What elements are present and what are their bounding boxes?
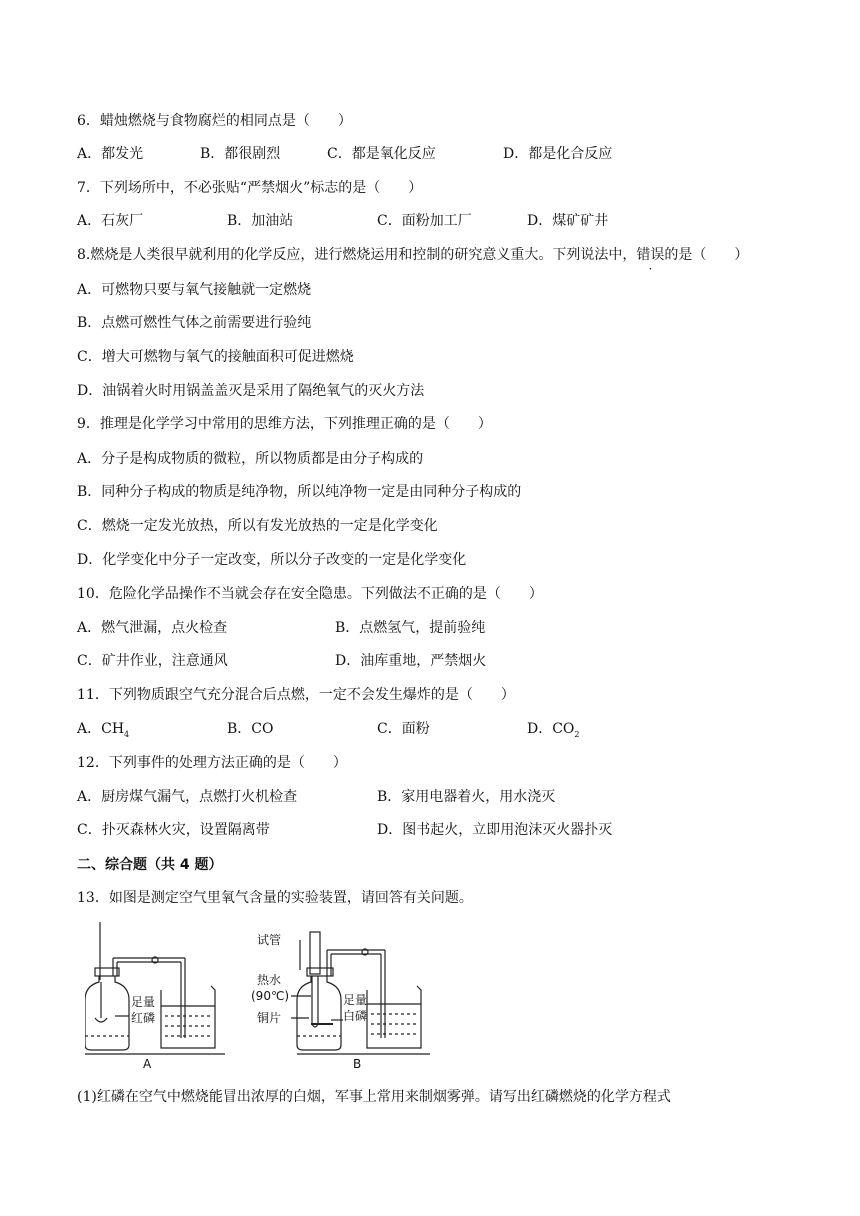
a-label-text1: 足量 [131,995,156,1009]
question-12-stem: 12．下列事件的处理方法正确的是（ ） [77,755,347,771]
q8-stem-emphasis [636,247,664,263]
q6-option-d: D．都是化合反应 [503,146,613,162]
b-temp-label: (90℃) [251,989,290,1003]
q11-d-text: D．CO [527,721,575,737]
q8-emph-text: 错误 [636,247,665,263]
b-beaker [367,986,421,1048]
a-stopper [95,968,119,976]
a-flask [85,976,129,1050]
question-7-stem: 7．下列场所中，不必张贴“严禁烟火”标志的是（ ） [77,180,423,196]
q8-option-b: B．点燃可燃性气体之前需要进行验纯 [77,315,312,331]
q9-option-d: D．化学变化中分子一定改变，所以分子改变的一定是化学变化 [77,552,467,568]
q7-option-d: D．煤矿矿井 [527,213,609,229]
b-label: B [353,1057,362,1070]
q11-d-sub: 2 [574,729,580,739]
q11-option-c [377,719,430,739]
q12-option-a: A．厨房煤气漏气，点燃打火机检查 [77,789,298,805]
q11-a-sub: 4 [124,729,130,739]
q10-option-a: A．燃气泄漏，点火检查 [77,620,228,636]
q12-option-b: B．家用电器着火，用水浇灭 [377,789,556,805]
apparatus-diagram [85,920,445,1070]
q9-option-b: B．同种分子构成的物质是纯净物，所以纯净物一定是由同种分子构成的 [77,484,522,500]
experiment-figure [85,920,445,1070]
q11-option-a [77,719,129,745]
q10-option-d: D．油库重地，严禁烟火 [335,653,487,669]
q10-option-c: C．矿井作业，注意通风 [77,653,228,669]
q12-option-d: D．图书起火，立即用泡沫灭火器扑灭 [377,822,613,838]
q9-option-c: C．燃烧一定发光放热，所以有发光放热的一定是化学变化 [77,518,438,534]
q11-option-b [227,719,273,739]
section-2-heading: 二、综合题（共 4 题） [77,857,223,873]
question-11-stem: 11．下列物质跟空气充分混合后点燃，一定不会发生爆炸的是（ ） [77,687,515,703]
q6-option-b: B．都很剧烈 [200,146,281,162]
question-9-stem: 9．推理是化学学习中常用的思维方法，下列推理正确的是（ ） [77,416,492,432]
q11-c-text: C．面粉 [377,721,430,737]
a-label: A [143,1057,152,1070]
q7-option-a: A．石灰厂 [77,213,144,229]
question-13-stem: 13．如图是测定空气里氧气含量的实验装置，请回答有关问题。 [77,890,473,906]
q8-stem-before: 8.燃烧是人类很早就利用的化学反应，进行燃烧运用和控制的研究意义重大。下列说法中， [77,247,637,263]
q9-option-a: A．分子是构成物质的微粒，所以物质都是由分子构成的 [77,451,424,467]
b-hot-water-label: 热水 [257,973,282,987]
q7-option-b: B．加油站 [227,213,294,229]
q13-part-1: (1)红磷在空气中燃烧能冒出浓厚的白烟，军事上常用来制烟雾弹。请写出红磷燃烧的化学方程式 [77,1089,671,1105]
b-copper-label: 铜片 [257,1011,282,1025]
q11-a-text: A．CH [77,721,125,737]
q11-option-d [527,719,580,745]
q10-option-b: B．点燃氢气，提前验纯 [335,620,486,636]
question-8-stem [77,245,748,265]
a-spoon [95,1018,107,1022]
q8-option-a: A．可燃物只要与氧气接触就一定燃烧 [77,282,312,298]
q8-option-c: C．增大可燃物与氧气的接触面积可促进燃烧 [77,349,354,365]
a-label-text2: 红磷 [131,1011,156,1025]
b-label-text2: 白磷 [343,1009,368,1023]
b-flask [297,976,341,1050]
question-10-stem: 10．危险化学品操作不当就会存在安全隐患。下列做法不正确的是（ ） [77,586,543,602]
q8-option-d: D．油锅着火时用锅盖盖灭是采用了隔绝氧气的灭火方法 [77,383,425,399]
b-test-tube-label: 试管 [257,933,282,947]
q6-option-c: C．都是氧化反应 [327,146,436,162]
q8-stem-after: 的是（ ） [664,247,749,263]
q6-option-a: A．都发光 [77,146,144,162]
b-label-text1: 足量 [343,993,368,1007]
b-test-tube [312,976,318,1027]
question-6-stem: 6．蜡烛燃烧与食物腐烂的相同点是（ ） [77,113,352,129]
a-beaker [161,986,215,1048]
q11-b-text: B．CO [227,721,274,737]
q7-option-c: C．面粉加工厂 [377,213,472,229]
q12-option-c: C．扑灭森林火灾，设置隔离带 [77,822,270,838]
